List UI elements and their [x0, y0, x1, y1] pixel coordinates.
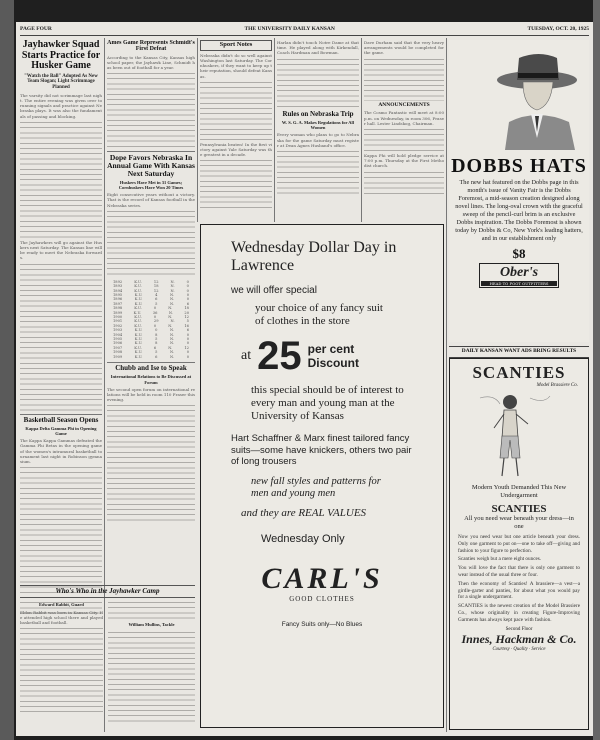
article-text-lines [277, 57, 359, 109]
scores-cell: 5 [155, 301, 158, 306]
scores-cell: 0 [186, 297, 189, 302]
scanties-paragraph: Now you need wear but one article beneath your dress. Only one garment to put on—one to take off—giving and fashion to your figure to perfection. [458, 534, 580, 554]
scores-cell: 1897 [113, 301, 123, 306]
woman-illustration [450, 388, 589, 480]
scores-cell: K.U. [134, 350, 143, 355]
newspaper-page [16, 22, 593, 736]
scores-cell: 0 [153, 315, 157, 320]
scores-cell: 5 [186, 319, 189, 324]
article-text-lines [108, 630, 195, 725]
dobbs-price: $8 [512, 246, 526, 261]
scores-cell: N. [170, 319, 175, 324]
article-text-lines [20, 626, 103, 716]
scores-cell: 12 [153, 279, 159, 284]
scores-cell: 1905 [113, 337, 123, 342]
scores-cell: 0 [186, 279, 189, 284]
scores-cell: 0 [186, 332, 189, 337]
carls-headline: Wednesday Dollar Day in Lawrence [231, 239, 397, 274]
announcement-text: Kappa Phi will hold pledge service at 7:00 p.m. Thursday at the First Methodist church. [364, 152, 444, 169]
masthead [20, 26, 589, 36]
scores-cell: 29 [153, 319, 159, 324]
article-text-lines [364, 170, 444, 194]
column-rule [197, 38, 198, 222]
scores-cell: K.U. [134, 301, 143, 306]
scanties-logo: SCANTIES [472, 363, 566, 382]
scores-cell: K.U. [134, 354, 143, 359]
article-text-lines [108, 600, 195, 620]
article-text: The second open forum on international relations will be held in room 110 Fraser this evening. [107, 386, 195, 403]
headline-basketball: Basketball Season Opens [23, 415, 99, 424]
headline-whos-who: Who's Who in the Jayhawker Camp [20, 586, 195, 598]
want-ads-banner: DAILY KANSAN WANT ADS BRING RESULTS [449, 346, 589, 358]
subhead-watch-the-ball: "Watch the Ball" Adopted As New Team Slogan; Light Scrimmage Planned [24, 73, 98, 90]
scores-cell: 36 [152, 310, 158, 315]
scores-cell: 0 [186, 288, 189, 293]
scanties-paragraph: Then the economy of Scanties! A brassiere—a vest—a girdle-garter and panties, for about what you would pay for a single undergarment. [458, 580, 580, 601]
article-text-lines [107, 209, 195, 277]
scores-cell: 16 [184, 323, 189, 328]
headline-jayhawker-squad: Jayhawker Squad Starts Practice for Husker Game [21, 40, 101, 71]
announcement-text: The Cosmo Fantastic will meet at 8:00 p.m. on Wednesday, in room 306, Fraser hall. Lester Lindskog, Chairman. [364, 110, 444, 126]
scores-cell: 1899 [113, 310, 123, 315]
scores-cell: 5 [155, 350, 158, 355]
scores-cell: 1904 [113, 332, 123, 337]
scores-cell: N. [168, 345, 173, 350]
section-rule [20, 414, 102, 415]
scores-cell: 12 [184, 345, 189, 350]
scores-cell: N. [168, 315, 173, 320]
article-text: Every woman who plans to go to Nebraska for the game Saturday must register at Dean Agnes Husband's office. [277, 132, 359, 148]
scores-cell: 5 [155, 337, 158, 342]
article-text: Dave Durham said that the very heavy arrangements would be completed for the game. [364, 40, 444, 56]
scores-cell: 1900 [113, 315, 123, 320]
article-text: Harlan didn't touch Notre Dame at that time. He played along with Kirkendall, Coach Hardman and Bowman. [277, 40, 359, 56]
column-5 [364, 40, 444, 220]
column-4 [277, 40, 359, 220]
column-rule [446, 38, 447, 732]
scores-cell: 0 [186, 284, 189, 289]
section-rule [107, 362, 195, 363]
scores-cell: 8 [155, 332, 158, 337]
scores-cell: K.U. [134, 345, 142, 350]
scores-cell: 18 [184, 306, 189, 311]
byline-second: William Mullins, Tackle [128, 622, 175, 628]
scores-cell: N. [170, 288, 175, 293]
scores-cell: 1908 [113, 350, 123, 355]
scores-cell: 1895 [113, 293, 123, 297]
scores-cell: K.U. [134, 279, 142, 284]
carls-discount-number: 25 [257, 334, 302, 378]
scores-cell: 8 [155, 341, 158, 346]
scores-cell: N. [170, 354, 175, 359]
obers-name: Ober's [499, 264, 539, 280]
scores-cell: 1907 [113, 345, 123, 350]
scores-cell: K.U. [134, 293, 143, 297]
carls-discount-block [201, 328, 443, 376]
article-text: The Kappa Kappa Gammas defeated the Gamma Phi Betas in the opening game of the women's intramural basketball tournament last night in Robinson gymnasium. [20, 438, 102, 465]
carls-discount-word: Discount [307, 356, 359, 370]
scores-cell: K.U. [134, 332, 143, 337]
scores-cell: 0 [186, 293, 189, 297]
scanties-paragraph: You will love the fact that there is only one garment to wear instead of the usual three or four. [458, 565, 580, 578]
scores-cell: K.U. [134, 315, 142, 320]
headline-rules-nebraska-trip: Rules on Nebraska Trip [282, 109, 354, 118]
scan-edge-left [0, 0, 14, 740]
carls-interest: this special should be of interest to every man and young man at the University of Kansas [251, 384, 404, 422]
carls-hsm: Hart Schaffner & Marx finest tailored fancy suits—some have knickers, others two pair of long trousers [231, 433, 412, 467]
scores-cell: 1898 [113, 306, 123, 311]
scores-cell: K.U. [134, 284, 142, 289]
carls-styles: new fall styles and patterns for men and young men [251, 475, 381, 499]
article-text-lines [200, 80, 272, 142]
issue-date: TUESDAY, OCT. 20, 1925 [527, 26, 589, 32]
scores-cell: K.U. [134, 297, 143, 302]
scores-cell: N. [168, 323, 173, 328]
scores-cell: N. [170, 279, 175, 284]
scores-cell: 6 [153, 345, 157, 350]
scores-row [113, 355, 189, 359]
scanties-paragraph: Scanties weigh but a mere eight ounces. [458, 556, 542, 563]
article-text-lines [364, 57, 444, 101]
scan-edge-right [593, 0, 600, 740]
scores-cell: 6 [155, 297, 158, 302]
carls-choice: your choice of any fancy suit of clothes in the store [255, 302, 383, 327]
scores-cell: N. [170, 332, 175, 337]
scanties-maker: Model Brassiere Co. [536, 383, 578, 388]
scanties-logo-2: SCANTIES [491, 503, 547, 515]
article-text-lines [107, 71, 195, 149]
scores-cell: K.U. [134, 288, 142, 293]
headline-ames-game: Ames Game Represents Schmidt's First Defeat [107, 40, 195, 53]
scanties-second-floor: Second Floor [505, 626, 533, 632]
scores-cell: 1902 [113, 323, 123, 328]
carls-logo-name: CARL'S [261, 561, 383, 595]
scores-cell: 6 [186, 328, 189, 333]
scores-cell: 12 [153, 288, 159, 293]
scores-cell: 0 [186, 337, 189, 342]
innes-hackman-tagline: Courtesy · Quality · Service [492, 646, 546, 652]
scores-cell: 0 [155, 328, 158, 333]
scores-table [113, 280, 189, 359]
subhead-international-relations: International Relations to Be Discussed at Forum [110, 374, 192, 385]
article-text-lines [107, 403, 195, 523]
headline-dope-favors-nebraska: Dope Favors Nebraska In Annual Game With Kansas Next Saturday [107, 153, 195, 178]
obers-tagline: HEAD TO FOOT OUTFITTERS [481, 281, 557, 286]
scores-cell: K.U. [134, 341, 143, 346]
carls-special: we will offer special [231, 285, 317, 296]
scores-cell: 1909 [113, 354, 123, 359]
dobbs-hats-ad [449, 40, 589, 342]
article-text: According to the Kansas City, Kansas high school paper, the Jayhawk Line, Schmidt has been out of football for a year. [107, 54, 195, 70]
scores-cell: 1894 [113, 288, 123, 293]
scanties-copy [450, 531, 588, 624]
scores-cell: N. [170, 337, 175, 342]
scores-cell: N. [170, 284, 175, 289]
scores-cell: 20 [184, 310, 189, 315]
article-text-lines [20, 120, 102, 240]
headline-sport-notes: Sport Notes [200, 40, 272, 51]
scores-cell: 12 [184, 315, 189, 320]
scores-cell: 0 [186, 354, 189, 359]
carls-values: and they are REAL VALUES [241, 506, 367, 519]
obers-logo [479, 263, 559, 288]
scores-cell: K.U. [134, 328, 143, 333]
scores-cell: K.U. [134, 319, 142, 324]
scores-cell: 1903 [113, 328, 123, 333]
man-in-hat-illustration [449, 40, 589, 150]
scores-cell: 1892 [113, 279, 123, 284]
subhead-huskers: Huskers Have Met in 31 Games; Cornhuskers Have Won 20 Times [118, 179, 184, 190]
article-text-lines [364, 127, 444, 153]
scores-cell: N. [168, 306, 173, 311]
scores-cell: N. [168, 310, 173, 315]
dobbs-hats-title: DOBBS HATS [451, 155, 587, 177]
article-text: The Jayhawkers will go against the Huskers next Saturday. The Kansas line will be ready to meet the Nebraska forwards. [20, 239, 102, 261]
carls-dollar-day-ad [200, 224, 444, 728]
scores-cell: K.U. [134, 306, 142, 311]
carls-logo-sub: GOOD CLOTHES [289, 594, 355, 603]
scores-cell: 1906 [113, 341, 123, 346]
scores-cell: K.U. [134, 323, 142, 328]
column-3 [200, 40, 272, 220]
carls-footer: Fancy Suits only—No Blues [281, 620, 363, 628]
scanties-tagline: Modern Youth Demanded This New Undergarment [471, 484, 567, 499]
article-text: Pennsylvania beaten! In the first victory against Yale Saturday was the greatest in a decade. [200, 141, 272, 158]
headline-chubb-and-ise: Chubb and Ise to Speak [115, 364, 187, 373]
scores-cell: 0 [186, 350, 189, 355]
column-2 [107, 40, 195, 584]
carls-at: at [241, 348, 252, 363]
headline-announcements: ANNOUNCEMENTS [378, 101, 430, 108]
subhead-basketball: Kappa Delta Gamma Phi in Opening Game [25, 425, 97, 437]
scores-cell: N. [170, 301, 175, 306]
scanties-header [450, 363, 588, 388]
article-text-lines [20, 262, 102, 412]
scanties-one-garment: All you need wear beneath your dress—in one [464, 515, 574, 530]
article-text-lines [200, 158, 272, 208]
whos-who-section [20, 585, 195, 730]
innes-hackman-logo: Innes, Hackman & Co. [461, 631, 577, 646]
scores-cell: 4 [155, 293, 158, 297]
scores-cell: 1896 [113, 297, 123, 302]
scores-cell: N. [170, 293, 175, 297]
carls-wednesday-only: Wednesday Only [261, 532, 345, 545]
article-text: Nebraska didn't do so well against Washington last Saturday. The Cornhuskers, if they want to keep up their reputation, should defeat Kansas. [200, 52, 272, 79]
byline-rabbit: Edward Rabbit, Guard [39, 602, 84, 608]
page-number: PAGE FOUR [20, 26, 52, 32]
carls-logo [201, 563, 443, 603]
article-text-lines [277, 149, 359, 195]
article-text: The varsity did not scrimmage last night. The entire evening was given over to running signals and practice against Nebraska plays. It was also the fundamentals of passing and blocking. [20, 92, 102, 119]
column-rule [274, 38, 275, 222]
paper-title: THE UNIVERSITY DAILY KANSAN [244, 26, 335, 32]
carls-per-cent: per cent [307, 342, 355, 356]
scores-cell: 0 [186, 341, 189, 346]
scores-cell: 6 [155, 354, 158, 359]
scores-cell: N. [170, 328, 175, 333]
scores-cell: K.U. [134, 337, 143, 342]
scanties-paragraph: SCANTIES is the newest creation of the Model Brassiere Co., whose originality in creating Figure-Improving Garments has always kept pace with fashion. [458, 603, 580, 623]
column-rule [361, 38, 362, 222]
section-rule [107, 151, 195, 152]
scores-cell: 0 [153, 323, 157, 328]
article-text: Eight consecutive years without a victory. That is the record of Kansas football in the Nebraska series. [107, 192, 195, 208]
scores-cell: 6 [186, 301, 189, 306]
subhead-wsga: W. S. G. A. Makes Regulations for All Women [281, 119, 355, 131]
scanties-ad [449, 358, 589, 730]
dobbs-hats-copy: The new hat featured on the Dobbs page in this month's issue of Vanity Fair is the Dobbs Foremost, a mid-season creation designed along novel lines. The long-oval crown with the graceful sweep of the pencil-curl brim is an exclusive Dobbs inspiration. The Dobbs Foremost is shown today by Dobbs & Co, New York's leading hatters, and in our establishment only [455, 179, 583, 242]
scores-cell: 1901 [113, 319, 123, 324]
article-text: Eldon Rabbit was born in Kansas City. He attended high school there and played basketball and football. [20, 609, 103, 625]
scores-cell: 18 [153, 284, 159, 289]
scores-cell: N. [170, 341, 175, 346]
scores-cell: 0 [153, 306, 157, 311]
scores-cell: K.U. [133, 310, 142, 315]
scores-cell: 1893 [113, 284, 123, 289]
scores-cell: N. [170, 350, 175, 355]
scores-cell: N. [170, 297, 175, 302]
